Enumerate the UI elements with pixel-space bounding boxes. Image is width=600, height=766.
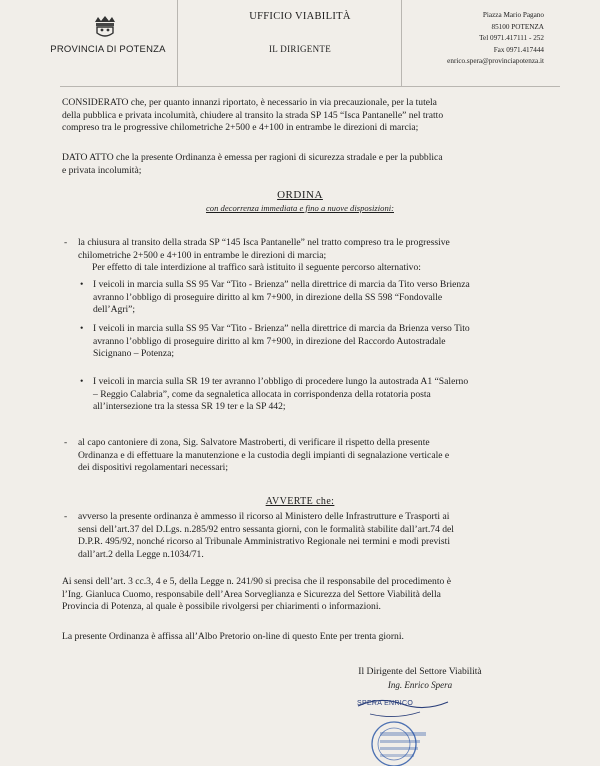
header-rule: [60, 86, 560, 87]
route-item-2: [93, 323, 548, 361]
text-line: chilometriche 2+500 e 4+100 in entrambe le direzioni di marcia;: [78, 249, 327, 261]
text-line: I veicoli in marcia sulla SS 95 Var “Tito - Brienza” nella direttrice di marcia da Tito verso Brienza: [93, 279, 470, 290]
text-line: Provincia di Potenza, al quale è possibile rivolgersi per chiarimenti o informazioni.: [62, 601, 381, 613]
contact-block: [408, 10, 544, 68]
stamp-text: SPERA ENRICO: [357, 700, 414, 707]
text-line: dei dispositivi regolamentari necessari;: [78, 462, 228, 474]
text-line: avverso la presente ordinanza è ammesso il ricorso al Ministero delle Infrastrutture e Trasporti ai: [78, 511, 450, 522]
considerato-paragraph: [62, 97, 552, 135]
fax: Fax 0971.417444: [493, 45, 544, 54]
text-line: e privata incolumità;: [62, 164, 142, 176]
text-line: Sicignano – Potenza;: [93, 348, 174, 360]
text-line: all’intersezione tra la stessa SR 19 ter e la SP 442;: [93, 401, 286, 413]
text-line: al capo cantoniere di zona, Sig. Salvatore Mastroberti, di verificare il rispetto della presente: [78, 437, 430, 448]
text-line: DATO ATTO che la presente Ordinanza è emessa per ragioni di sicurezza stradale e per la pubblica: [62, 152, 443, 163]
bullet-marker: •: [80, 279, 84, 290]
ordina-subheading: con decorrenza immediata e fino a nuove disposizioni:: [205, 203, 394, 213]
responsabile-paragraph: [62, 576, 552, 614]
text-line: Ordinanza e di effettuare la manutenzione e la custodia degli impianti di segnalazione verticale e: [78, 449, 450, 461]
text-line: – Reggio Calabria”, come da segnaletica allocata in corrispondenza della rotatoria posta: [93, 388, 431, 400]
dash-marker: -: [64, 437, 68, 448]
affissa-paragraph: [62, 631, 552, 644]
text-line: Per effetto di tale interdizione al traffico sarà istituito il seguente percorso alternativo:: [92, 262, 421, 274]
office-subtitle: IL DIRIGENTE: [269, 44, 331, 54]
office-title: UFFICIO VIABILITÀ: [249, 11, 351, 22]
ordina-heading: ORDINA: [277, 189, 323, 201]
text-line: I veicoli in marcia sulla SS 95 Var “Tito - Brienza” nella direttrice di marcia da Brienza verso Tito: [93, 323, 470, 334]
text-line: l’Ing. Gianluca Cuomo, responsabile dell’Area Sorveglianza e Sicurezza del Settore Viabilità della: [62, 588, 441, 600]
text-line: della pubblica e privata incolumità, chiudere al transito la strada SP 145 “Isca Pantanelle” nel tratto: [62, 109, 444, 121]
address-line: Piazza Mario Pagano: [482, 11, 544, 19]
province-crest-icon: [92, 14, 118, 40]
bullet-marker: •: [80, 323, 84, 334]
org-name: PROVINCIA DI POTENZA: [50, 44, 166, 55]
address-line: 85100 POTENZA: [491, 22, 544, 31]
text-line: La presente Ordinanza è affissa all’Albo Pretorio on-line di questo Ente per trenta giorni.: [62, 631, 404, 642]
text-line: I veicoli in marcia sulla SR 19 ter avranno l’obbligo di procedere lungo la autostrada A1 “Salerno: [93, 376, 469, 387]
dash-marker: -: [64, 237, 68, 248]
text-line: la chiusura al transito della strada SP “145 Isca Pantanelle” nel tratto compreso tra le progressive: [78, 237, 450, 248]
signatory-name: Ing. Enrico Spera: [387, 680, 453, 690]
phone: Tel 0971.417111 - 252: [479, 34, 544, 42]
text-line: CONSIDERATO che, per quanto innanzi riportato, è necessario in via precauzionale, per la tutela: [62, 97, 437, 108]
text-line: sensi dell’art.37 del D.Lgs. n.285/92 entro sessanta giorni, con le formalità stabilite dall’art.74 del: [78, 523, 454, 535]
text-line: avranno l’obbligo di proseguire diritto al km 7+900, in direzione della SS 598 “Fondovalle: [93, 291, 443, 303]
email-link[interactable]: enrico.spera@provinciapotenza.it: [447, 57, 544, 65]
header-divider: [177, 0, 178, 86]
text-line: D.P.R. 495/92, nonché ricorso al Tribunale Amministrativo Regionale nei termini e modi previsti: [78, 536, 450, 548]
chiusura-item: [78, 237, 548, 275]
bullet-marker: •: [80, 376, 84, 387]
route-item-3: [93, 376, 548, 414]
text-line: dall’art.2 della Legge n.1034/71.: [78, 548, 204, 560]
text-line: compreso tra le progressive chilometriche 2+500 e 4+100 in entrambe le direzioni di marcia;: [62, 122, 419, 134]
dash-marker: -: [64, 511, 68, 522]
letterhead: [0, 0, 600, 86]
text-line: dell’Agri”;: [93, 304, 136, 316]
avverte-heading: AVVERTE che:: [265, 496, 335, 507]
text-line: Ai sensi dell’art. 3 cc.3, 4 e 5, della Legge n. 241/90 si precisa che il responsabile del procedimento è: [62, 576, 451, 587]
text-line: avranno l’obbligo di proseguire diritto al km 7+900, in direzione del Raccordo Autostradale: [93, 335, 446, 347]
avverte-item: [78, 511, 548, 561]
capo-cantoniere-item: [78, 437, 548, 475]
header-divider: [401, 0, 402, 86]
dato-atto-paragraph: [62, 152, 552, 177]
route-item-1: [93, 279, 548, 317]
signatory-title: Il Dirigente del Settore Viabilità: [358, 666, 482, 677]
